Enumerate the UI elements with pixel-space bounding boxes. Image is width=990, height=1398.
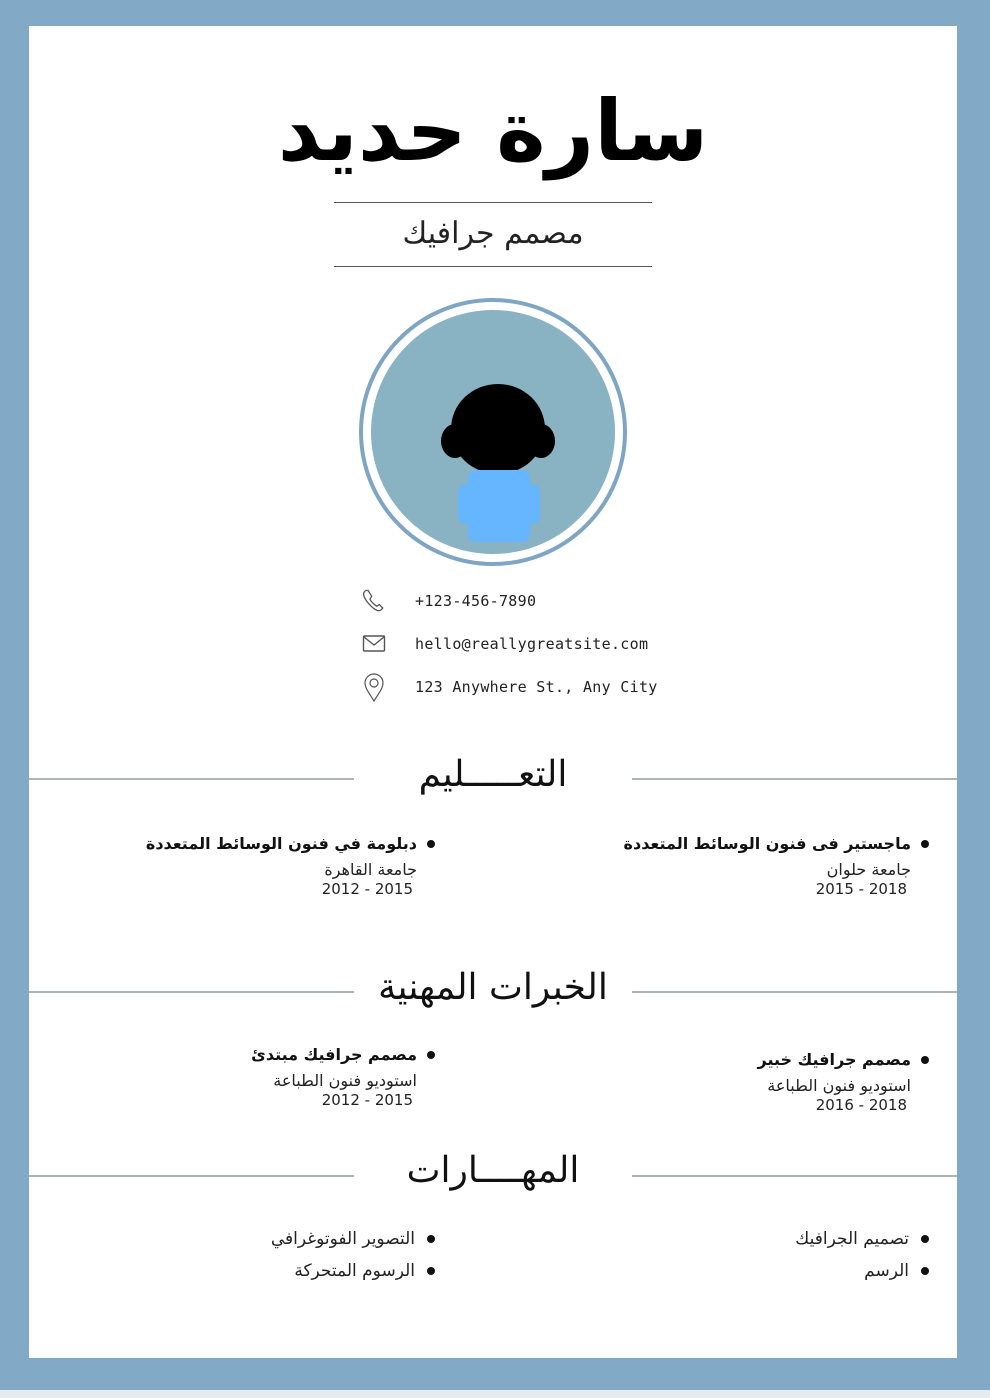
skill-item	[864, 1261, 929, 1281]
avatar-background	[371, 310, 615, 554]
avatar-body	[468, 470, 530, 542]
experience-company: استوديو فنون الطباعة	[273, 1071, 417, 1090]
candidate-name: سارة حديد	[277, 82, 709, 180]
bullet-icon	[921, 1056, 929, 1064]
phone-number[interactable]: +123-456-7890	[415, 592, 537, 610]
education-years: 2012 - 2015	[321, 880, 413, 898]
education-institution: جامعة القاهرة	[324, 860, 417, 879]
bullet-icon	[427, 1267, 435, 1275]
envelope-icon	[359, 629, 389, 659]
avatar-head	[451, 384, 545, 474]
skill-label: الرسوم المتحركة	[294, 1261, 415, 1281]
map-pin-icon	[359, 672, 389, 702]
experience-years: 2016 - 2018	[815, 1096, 907, 1114]
education-title: التعـــــليم	[418, 754, 568, 795]
window-bottom-strip	[0, 1390, 990, 1398]
experience-position: مصمم جرافيك خبير	[757, 1050, 911, 1069]
education-divider-left	[29, 778, 354, 780]
skill-item	[271, 1229, 435, 1249]
education-degree: ماجستير فى فنون الوسائط المتعددة	[623, 834, 911, 853]
education-item	[589, 834, 929, 898]
skill-label: الرسم	[864, 1261, 909, 1281]
bullet-icon	[921, 840, 929, 848]
skills-divider-left	[29, 1175, 354, 1177]
bullet-icon	[921, 1267, 929, 1275]
resume-page	[29, 26, 957, 1358]
education-item	[95, 834, 435, 898]
skill-label: تصميم الجرافيك	[795, 1229, 909, 1249]
candidate-role: مصمم جرافيك	[402, 216, 584, 251]
contact-phone	[359, 586, 659, 616]
experience-divider-left	[29, 991, 354, 993]
skills-divider-right	[632, 1175, 957, 1177]
avatar-ear-left	[441, 424, 469, 458]
education-divider-right	[632, 778, 957, 780]
bullet-icon	[427, 1051, 435, 1059]
education-degree: دبلومة في فنون الوسائط المتعددة	[145, 834, 417, 853]
experience-item	[669, 1050, 929, 1114]
experience-item	[175, 1045, 435, 1109]
role-divider-top	[334, 202, 652, 203]
experience-divider-right	[632, 991, 957, 993]
skill-label: التصوير الفوتوغرافي	[270, 1229, 415, 1249]
education-institution: جامعة حلوان	[826, 860, 911, 879]
phone-icon	[359, 586, 389, 616]
contact-address	[359, 672, 659, 702]
street-address: 123 Anywhere St., Any City	[415, 678, 658, 696]
experience-title: الخبرات المهنية	[378, 967, 608, 1008]
avatar-ear-right	[527, 424, 555, 458]
education-years: 2015 - 2018	[815, 880, 907, 898]
bullet-icon	[427, 1235, 435, 1243]
bullet-icon	[921, 1235, 929, 1243]
experience-position: مصمم جرافيك مبتدئ	[251, 1045, 417, 1064]
bullet-icon	[427, 840, 435, 848]
experience-company: استوديو فنون الطباعة	[767, 1076, 911, 1095]
skill-item	[294, 1261, 435, 1281]
skill-item	[795, 1229, 929, 1249]
role-divider-bottom	[334, 266, 652, 267]
skills-title: المهــــارات	[406, 1150, 580, 1191]
avatar	[359, 298, 627, 566]
contact-email	[359, 629, 659, 659]
email-address[interactable]: hello@reallygreatsite.com	[415, 635, 649, 653]
experience-years: 2012 - 2015	[321, 1091, 413, 1109]
